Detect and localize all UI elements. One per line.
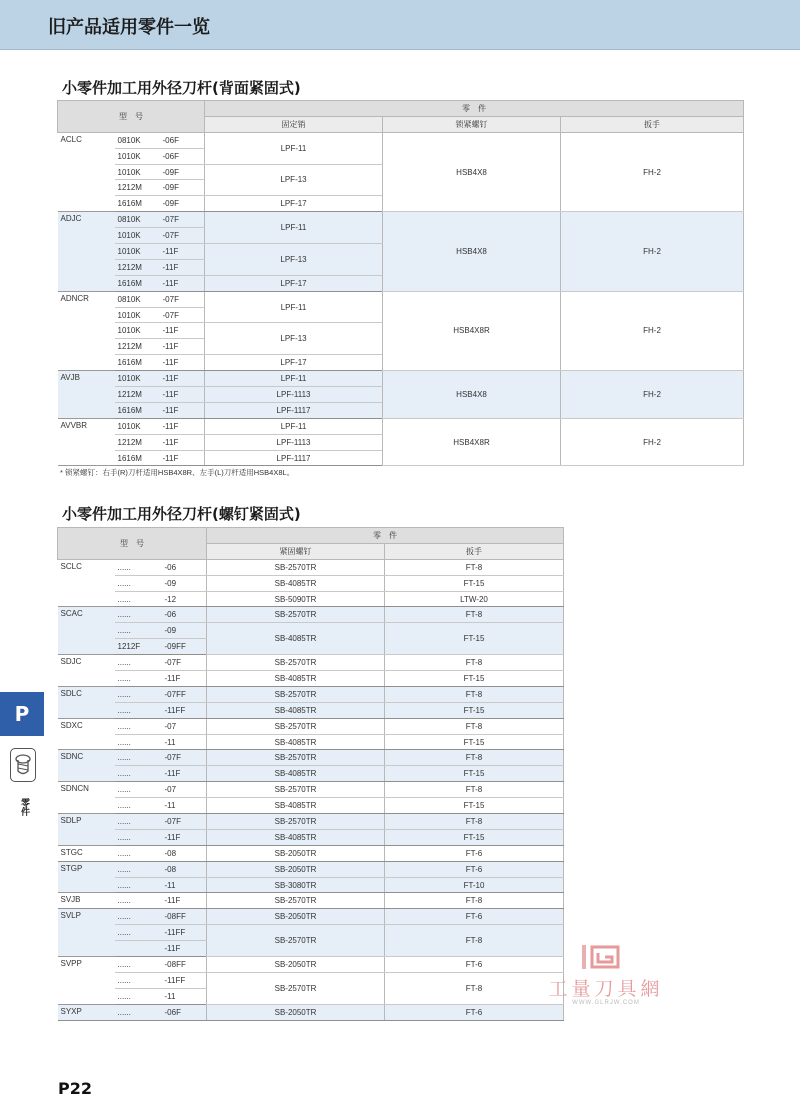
screw-cell: SB-2570TR xyxy=(207,750,385,766)
size-cell: 0810K xyxy=(115,132,160,148)
suffix-cell: -09FF xyxy=(162,639,207,655)
size-cell: 1010K xyxy=(115,148,160,164)
wrench-cell: LTW-20 xyxy=(385,591,564,607)
size-cell: 1010K xyxy=(115,228,160,244)
screw-cell: SB-5090TR xyxy=(207,591,385,607)
wrench-cell: FT-15 xyxy=(385,829,564,845)
table-row xyxy=(58,671,564,687)
table-row xyxy=(58,212,744,228)
model-cell: SDXC xyxy=(58,718,115,750)
table-row xyxy=(58,1004,564,1020)
table-row xyxy=(58,814,564,830)
pin-cell: LPF-1117 xyxy=(205,402,383,418)
section2-header-model: 型 号 xyxy=(58,528,207,560)
table-row xyxy=(58,893,564,909)
pin-cell: LPF-11 xyxy=(205,291,383,323)
pin-cell: LPF-11 xyxy=(205,371,383,387)
suffix-cell: -06F xyxy=(160,148,205,164)
size-cell: ...... xyxy=(115,861,162,877)
suffix-cell: -11F xyxy=(162,893,207,909)
pin-cell: LPF-17 xyxy=(205,196,383,212)
screw-cell: SB-4085TR xyxy=(207,671,385,687)
size-cell: ...... xyxy=(115,750,162,766)
pin-cell: LPF-13 xyxy=(205,244,383,276)
screw-cell: HSB4X8 xyxy=(383,212,561,291)
screw-cell: SB-4085TR xyxy=(207,766,385,782)
table-row xyxy=(58,734,564,750)
suffix-cell: -09 xyxy=(162,623,207,639)
model-cell: SVLP xyxy=(58,909,115,957)
table-row xyxy=(58,845,564,861)
wrench-cell: FH-2 xyxy=(561,418,744,466)
size-cell: 1212M xyxy=(115,387,160,403)
table-row xyxy=(58,750,564,766)
model-cell: ACLC xyxy=(58,132,115,211)
size-cell: ...... xyxy=(115,766,162,782)
suffix-cell: -11F xyxy=(160,402,205,418)
suffix-cell: -11FF xyxy=(162,972,207,988)
model-cell: SCAC xyxy=(58,607,115,655)
model-cell: SDJC xyxy=(58,655,115,687)
side-tab-letter[interactable]: P xyxy=(0,692,44,736)
model-cell: SDNC xyxy=(58,750,115,782)
screw-cell: SB-2050TR xyxy=(207,957,385,973)
side-label: 零件 xyxy=(19,798,29,816)
table-row xyxy=(58,575,564,591)
size-cell: 1010K xyxy=(115,418,160,434)
pin-cell: LPF-1113 xyxy=(205,387,383,403)
screw-cell: SB-2570TR xyxy=(207,559,385,575)
screw-cell: SB-2050TR xyxy=(207,1004,385,1020)
wrench-cell: FT-8 xyxy=(385,686,564,702)
screw-cell: SB-2050TR xyxy=(207,845,385,861)
wrench-cell: FT-8 xyxy=(385,782,564,798)
screw-cell: SB-4085TR xyxy=(207,829,385,845)
suffix-cell: -07F xyxy=(160,307,205,323)
size-cell: ...... xyxy=(115,1004,162,1020)
wrench-cell: FT-15 xyxy=(385,623,564,655)
wrench-cell: FT-15 xyxy=(385,734,564,750)
size-cell: 1616M xyxy=(115,275,160,291)
model-cell: ADJC xyxy=(58,212,115,291)
model-cell: AVJB xyxy=(58,371,115,419)
wrench-cell: FH-2 xyxy=(561,291,744,370)
pin-cell: LPF-11 xyxy=(205,418,383,434)
section1-header-parts: 零 件 xyxy=(205,101,744,117)
model-cell: SDNCN xyxy=(58,782,115,814)
size-cell xyxy=(115,941,162,957)
suffix-cell: -07FF xyxy=(162,686,207,702)
model-cell: SVJB xyxy=(58,893,115,909)
suffix-cell: -11F xyxy=(160,434,205,450)
size-cell: ...... xyxy=(115,798,162,814)
watermark xyxy=(536,940,676,1010)
table-row xyxy=(58,418,744,434)
size-cell: 1212M xyxy=(115,339,160,355)
screw-cell: HSB4X8 xyxy=(383,371,561,419)
suffix-cell: -07F xyxy=(160,228,205,244)
suffix-cell: -11 xyxy=(162,734,207,750)
size-cell: 1616M xyxy=(115,450,160,466)
size-cell: ...... xyxy=(115,686,162,702)
suffix-cell: -11F xyxy=(160,244,205,260)
suffix-cell: -11F xyxy=(162,671,207,687)
wrench-cell: FT-15 xyxy=(385,671,564,687)
screw-cell: SB-2570TR xyxy=(207,972,385,1004)
model-cell: SVPP xyxy=(58,957,115,1005)
suffix-cell: -07 xyxy=(162,718,207,734)
table-row xyxy=(58,591,564,607)
model-cell: STGC xyxy=(58,845,115,861)
size-cell: ...... xyxy=(115,877,162,893)
table-row xyxy=(58,559,564,575)
size-cell: 1616M xyxy=(115,402,160,418)
suffix-cell: -11 xyxy=(162,798,207,814)
wrench-cell: FT-8 xyxy=(385,814,564,830)
screw-cell: SB-2570TR xyxy=(207,718,385,734)
wrench-cell: FH-2 xyxy=(561,371,744,419)
suffix-cell: -11FF xyxy=(162,925,207,941)
suffix-cell: -07F xyxy=(160,212,205,228)
size-cell: 1010K xyxy=(115,307,160,323)
section1-header-screw: 锁紧螺钉 xyxy=(383,116,561,132)
table-row xyxy=(58,957,564,973)
suffix-cell: -11 xyxy=(162,877,207,893)
table-row xyxy=(58,371,744,387)
table-row xyxy=(58,829,564,845)
pin-cell: LPF-17 xyxy=(205,355,383,371)
suffix-cell: -11FF xyxy=(162,702,207,718)
size-cell: ...... xyxy=(115,671,162,687)
table-row xyxy=(58,766,564,782)
wrench-cell: FT-8 xyxy=(385,607,564,623)
size-cell: ...... xyxy=(115,988,162,1004)
size-cell: ...... xyxy=(115,957,162,973)
suffix-cell: -08FF xyxy=(162,909,207,925)
table-row xyxy=(58,655,564,671)
wrench-cell: FT-6 xyxy=(385,1004,564,1020)
suffix-cell: -08 xyxy=(162,845,207,861)
wrench-cell: FT-8 xyxy=(385,893,564,909)
page-number: P22 xyxy=(58,1079,92,1098)
model-cell: SCLC xyxy=(58,559,115,607)
size-cell: 1212M xyxy=(115,259,160,275)
suffix-cell: -06 xyxy=(162,607,207,623)
size-cell: ...... xyxy=(115,829,162,845)
suffix-cell: -12 xyxy=(162,591,207,607)
section2-title: 小零件加工用外径刀杆(螺钉紧固式) xyxy=(62,505,301,523)
suffix-cell: -09F xyxy=(160,164,205,180)
section1-header-wrench: 扳手 xyxy=(561,116,744,132)
table-row xyxy=(58,623,564,639)
section1-table xyxy=(57,100,744,466)
wrench-cell: FT-15 xyxy=(385,702,564,718)
section2-table xyxy=(57,527,564,1021)
screw-cell: SB-4085TR xyxy=(207,798,385,814)
screw-cell: SB-2050TR xyxy=(207,861,385,877)
suffix-cell: -09F xyxy=(160,196,205,212)
wrench-cell: FH-2 xyxy=(561,132,744,211)
suffix-cell: -11F xyxy=(160,387,205,403)
pin-cell: LPF-13 xyxy=(205,164,383,196)
suffix-cell: -07F xyxy=(162,814,207,830)
pin-cell: LPF-11 xyxy=(205,132,383,164)
table-row xyxy=(58,909,564,925)
size-cell: 0810K xyxy=(115,291,160,307)
size-cell: ...... xyxy=(115,655,162,671)
suffix-cell: -07F xyxy=(160,291,205,307)
watermark-url: WWW.GLRJW.COM xyxy=(572,1000,640,1006)
table-row xyxy=(58,972,564,988)
suffix-cell: -11 xyxy=(162,988,207,1004)
wrench-cell: FT-8 xyxy=(385,655,564,671)
suffix-cell: -09F xyxy=(160,180,205,196)
size-cell: 0810K xyxy=(115,212,160,228)
model-cell: AVVBR xyxy=(58,418,115,466)
section1-header-pin: 固定销 xyxy=(205,116,383,132)
table-row xyxy=(58,925,564,941)
table-row xyxy=(58,132,744,148)
size-cell: ...... xyxy=(115,718,162,734)
screw-cell: SB-2050TR xyxy=(207,909,385,925)
watermark-text: 工量刀具網 xyxy=(548,978,664,1000)
screw-cell: SB-4085TR xyxy=(207,623,385,655)
screw-cell: SB-4085TR xyxy=(207,734,385,750)
wrench-cell: FT-8 xyxy=(385,925,564,957)
table-row xyxy=(58,782,564,798)
suffix-cell: -07 xyxy=(162,782,207,798)
size-cell: ...... xyxy=(115,925,162,941)
wrench-cell: FT-8 xyxy=(385,750,564,766)
table-row xyxy=(58,877,564,893)
size-cell: ...... xyxy=(115,607,162,623)
wrench-cell: FT-8 xyxy=(385,559,564,575)
size-cell: ...... xyxy=(115,734,162,750)
page-header-title: 旧产品适用零件一览 xyxy=(48,17,210,38)
size-cell: 1212F xyxy=(115,639,162,655)
header-band xyxy=(0,0,800,50)
size-cell: 1616M xyxy=(115,196,160,212)
screw-cell: SB-2570TR xyxy=(207,925,385,957)
table-row xyxy=(58,291,744,307)
table-row xyxy=(58,798,564,814)
size-cell: 1010K xyxy=(115,371,160,387)
section2-header-wrench: 扳手 xyxy=(385,543,564,559)
suffix-cell: -09 xyxy=(162,575,207,591)
suffix-cell: -07F xyxy=(162,655,207,671)
wrench-cell: FT-6 xyxy=(385,957,564,973)
screw-cell: SB-2570TR xyxy=(207,686,385,702)
suffix-cell: -11F xyxy=(160,339,205,355)
suffix-cell: -11F xyxy=(160,323,205,339)
suffix-cell: -11F xyxy=(160,418,205,434)
watermark-logo-icon xyxy=(578,942,628,972)
screw-cell: HSB4X8R xyxy=(383,418,561,466)
pin-cell: LPF-13 xyxy=(205,323,383,355)
screw-cell: SB-4085TR xyxy=(207,575,385,591)
suffix-cell: -11F xyxy=(160,259,205,275)
pin-cell: LPF-17 xyxy=(205,275,383,291)
size-cell: ...... xyxy=(115,623,162,639)
table-row xyxy=(58,718,564,734)
screw-cell: SB-2570TR xyxy=(207,814,385,830)
wrench-cell: FT-8 xyxy=(385,718,564,734)
size-cell: ...... xyxy=(115,575,162,591)
wrench-cell: FT-10 xyxy=(385,877,564,893)
size-cell: 1010K xyxy=(115,164,160,180)
suffix-cell: -06 xyxy=(162,559,207,575)
suffix-cell: -06F xyxy=(162,1004,207,1020)
wrench-cell: FT-6 xyxy=(385,845,564,861)
suffix-cell: -07F xyxy=(162,750,207,766)
table-row xyxy=(58,702,564,718)
size-cell: 1616M xyxy=(115,355,160,371)
size-cell: ...... xyxy=(115,702,162,718)
suffix-cell: -11F xyxy=(160,275,205,291)
suffix-cell: -11F xyxy=(160,450,205,466)
pin-cell: LPF-1113 xyxy=(205,434,383,450)
suffix-cell: -11F xyxy=(160,355,205,371)
pin-cell: LPF-1117 xyxy=(205,450,383,466)
size-cell: ...... xyxy=(115,559,162,575)
suffix-cell: -11F xyxy=(162,941,207,957)
wrench-cell: FT-6 xyxy=(385,861,564,877)
screw-cell: SB-2570TR xyxy=(207,782,385,798)
screw-cell: SB-2570TR xyxy=(207,655,385,671)
screw-icon xyxy=(10,748,36,782)
size-cell: ...... xyxy=(115,814,162,830)
suffix-cell: -08FF xyxy=(162,957,207,973)
section2-header-screw: 紧固螺钉 xyxy=(207,543,385,559)
model-cell: SYXP xyxy=(58,1004,115,1020)
screw-cell: SB-2570TR xyxy=(207,893,385,909)
table-row xyxy=(58,861,564,877)
wrench-cell: FT-15 xyxy=(385,575,564,591)
model-cell: STGP xyxy=(58,861,115,893)
suffix-cell: -11F xyxy=(160,371,205,387)
size-cell: 1212M xyxy=(115,180,160,196)
screw-cell: HSB4X8 xyxy=(383,132,561,211)
size-cell: ...... xyxy=(115,893,162,909)
suffix-cell: -08 xyxy=(162,861,207,877)
wrench-cell: FT-6 xyxy=(385,909,564,925)
screw-cell: HSB4X8R xyxy=(383,291,561,370)
size-cell: ...... xyxy=(115,845,162,861)
suffix-cell: -06F xyxy=(160,132,205,148)
wrench-cell: FT-8 xyxy=(385,972,564,1004)
table-row xyxy=(58,686,564,702)
size-cell: 1212M xyxy=(115,434,160,450)
model-cell: ADNCR xyxy=(58,291,115,370)
table-row xyxy=(58,607,564,623)
section1-header-model: 型 号 xyxy=(58,101,205,133)
section1-footnote: * 锁紧螺钉：右手(R)刀杆适用HSB4X8R、左手(L)刀杆适用HSB4X8L。 xyxy=(60,468,295,477)
size-cell: ...... xyxy=(115,972,162,988)
size-cell: ...... xyxy=(115,909,162,925)
size-cell: ...... xyxy=(115,591,162,607)
suffix-cell: -11F xyxy=(162,829,207,845)
wrench-cell: FT-15 xyxy=(385,766,564,782)
pin-cell: LPF-11 xyxy=(205,212,383,244)
model-cell: SDLP xyxy=(58,814,115,846)
size-cell: 1010K xyxy=(115,323,160,339)
suffix-cell: -11F xyxy=(162,766,207,782)
model-cell: SDLC xyxy=(58,686,115,718)
wrench-cell: FT-15 xyxy=(385,798,564,814)
screw-cell: SB-3080TR xyxy=(207,877,385,893)
screw-cell: SB-2570TR xyxy=(207,607,385,623)
size-cell: 1010K xyxy=(115,244,160,260)
section2-header-parts: 零 件 xyxy=(207,528,564,544)
section1-title: 小零件加工用外径刀杆(背面紧固式) xyxy=(62,79,301,97)
wrench-cell: FH-2 xyxy=(561,212,744,291)
size-cell: ...... xyxy=(115,782,162,798)
screw-cell: SB-4085TR xyxy=(207,702,385,718)
